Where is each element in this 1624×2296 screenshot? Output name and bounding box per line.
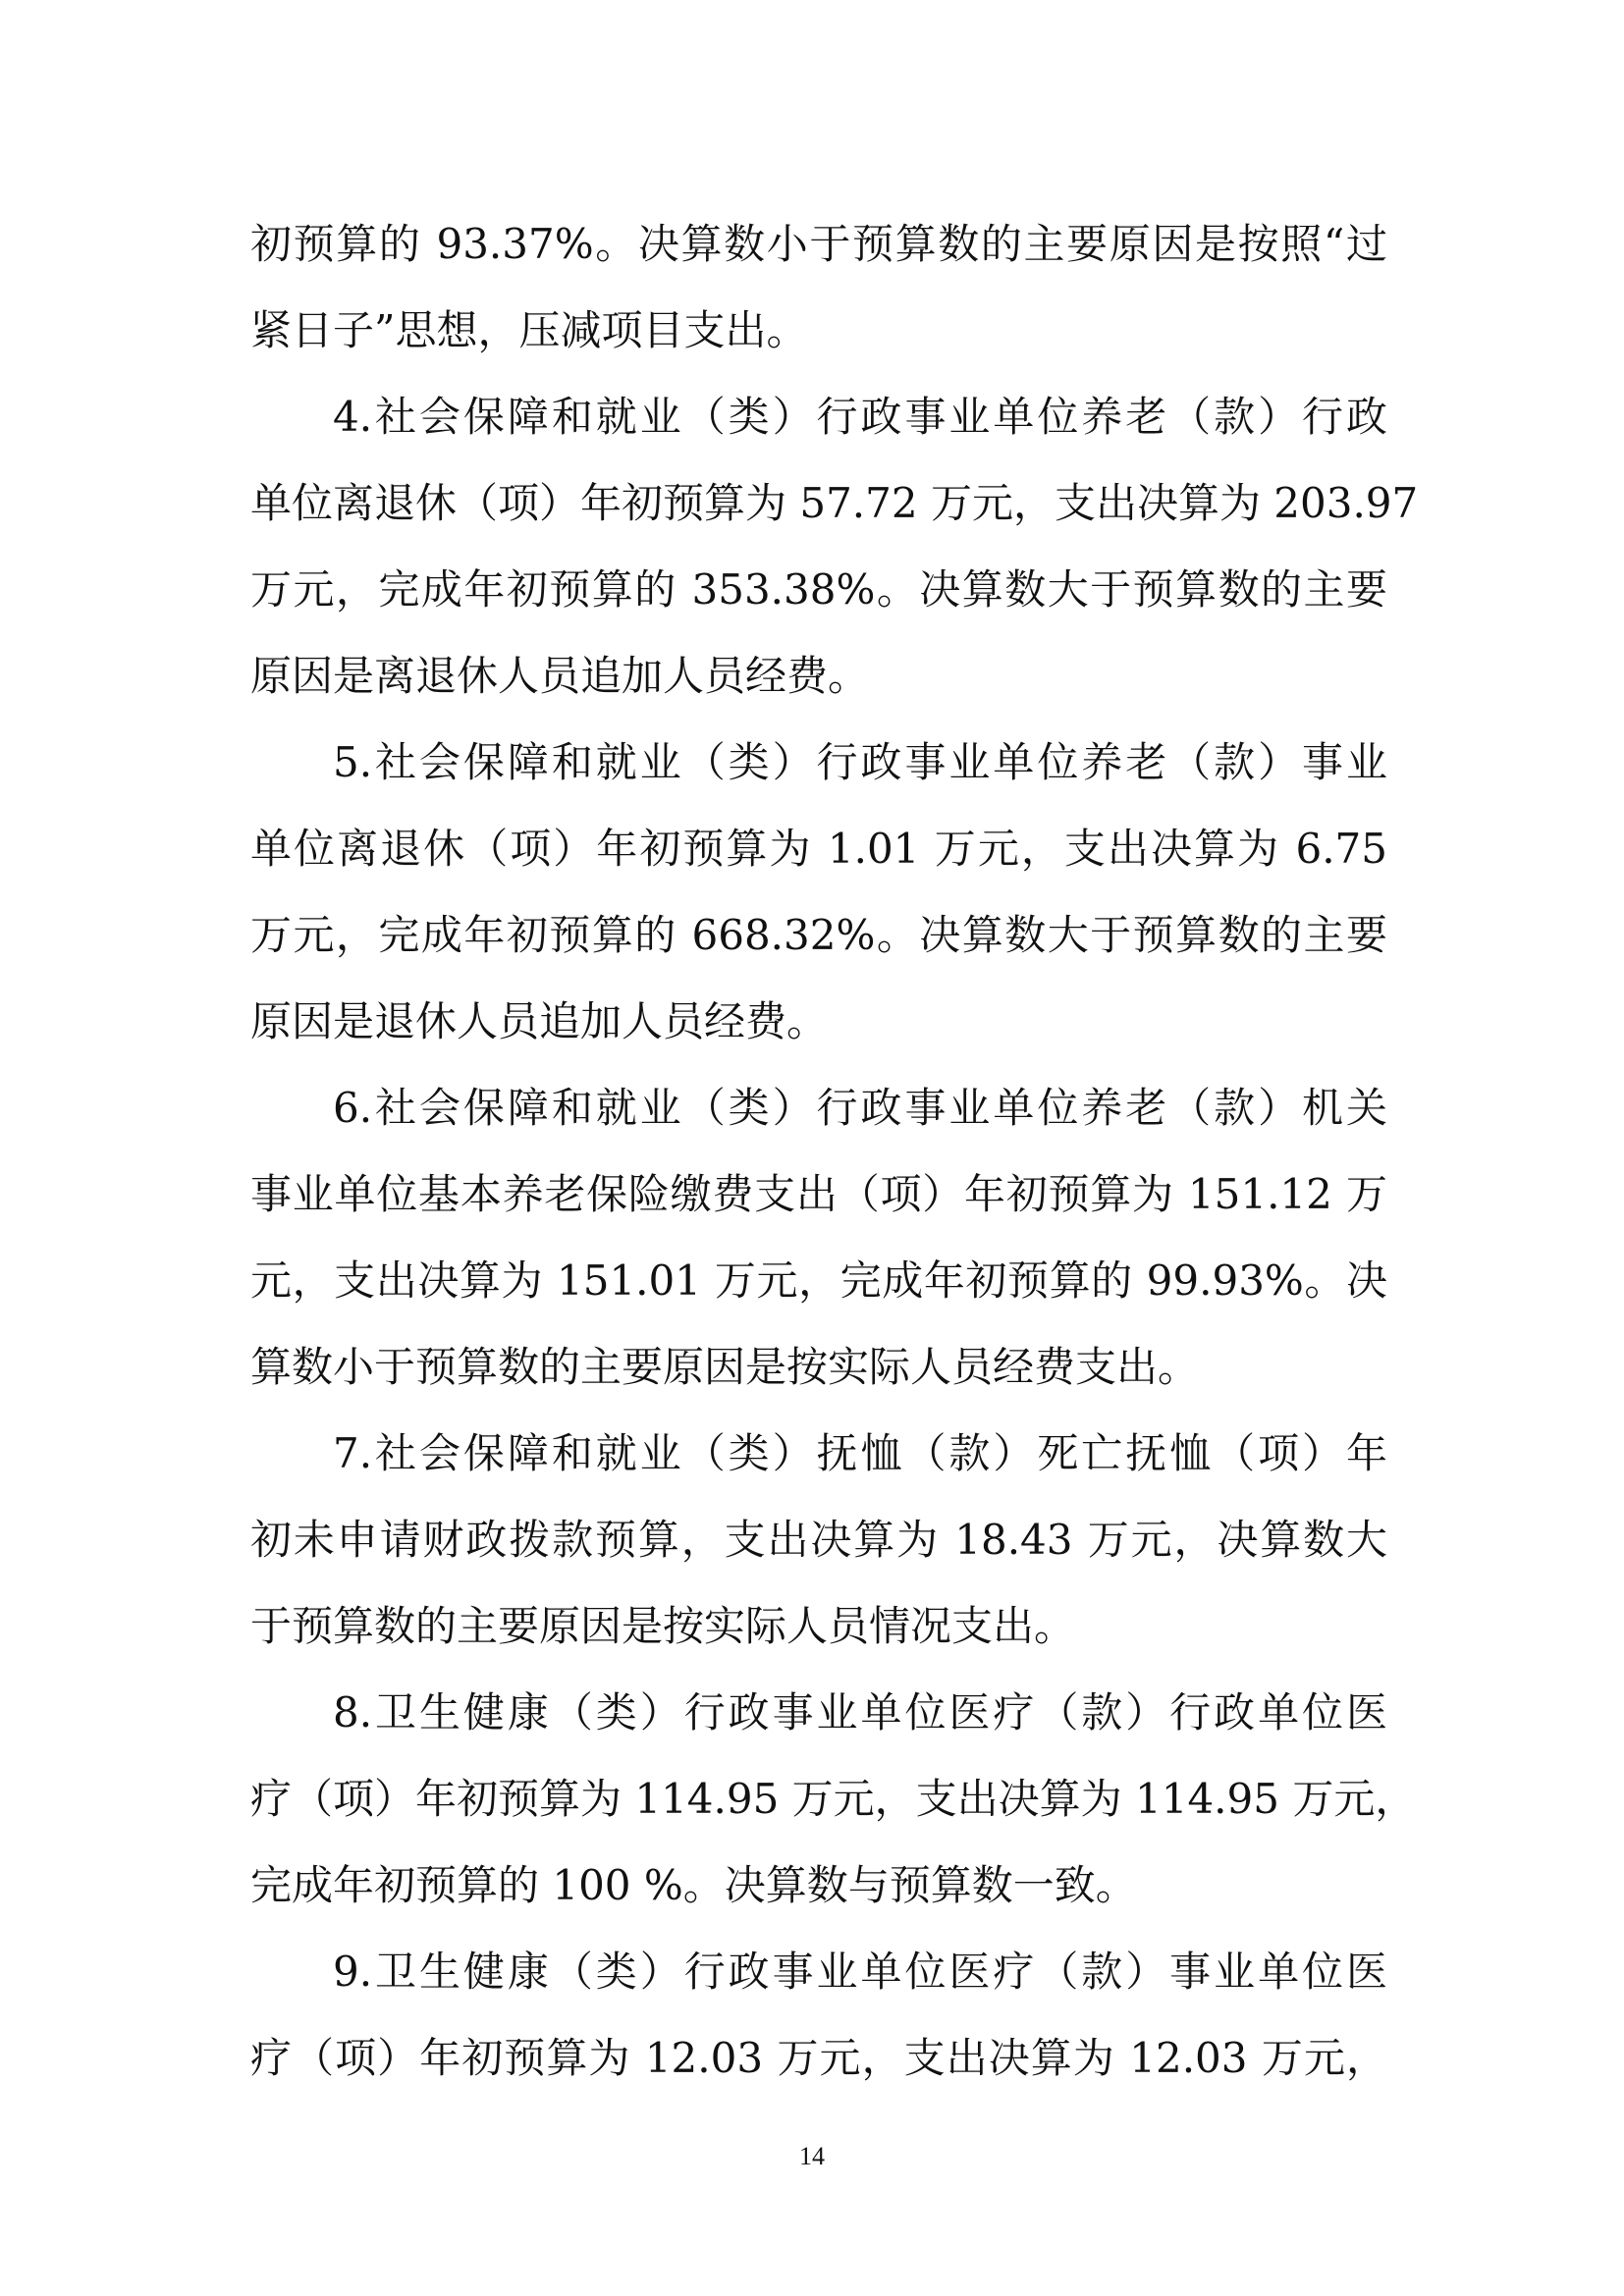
paragraph-start-line: 4.社会保障和就业（类）行政事业单位养老（款）行政 xyxy=(333,393,1387,441)
text-line: 原因是离退休人员追加人员经费。 xyxy=(250,652,870,700)
text-line: 于预算数的主要原因是按实际人员情况支出。 xyxy=(250,1602,1076,1650)
text-line: 单位离退休（项）年初预算为 57.72 万元，支出决算为 203.97 xyxy=(250,479,1419,527)
text-line: 紧日子”思想，压减项目支出。 xyxy=(250,306,808,354)
body-text xyxy=(250,201,1419,2102)
text-line: 万元，完成年初预算的 353.38%。决算数大于预算数的主要 xyxy=(250,565,1387,614)
text-line: 初未申请财政拨款预算，支出决算为 18.43 万元，决算数大 xyxy=(250,1516,1387,1564)
page-number: 14 xyxy=(799,2142,825,2170)
text-line: 原因是退休人员追加人员经费。 xyxy=(250,997,829,1045)
paragraph-start-line: 5.社会保障和就业（类）行政事业单位养老（款）事业 xyxy=(333,738,1387,786)
text-line: 万元，完成年初预算的 668.32%。决算数大于预算数的主要 xyxy=(250,911,1387,959)
text-line: 元，支出决算为 151.01 万元，完成年初预算的 99.93%。决 xyxy=(250,1256,1387,1305)
paragraph-start-line: 6.社会保障和就业（类）行政事业单位养老（款）机关 xyxy=(333,1084,1387,1132)
text-line: 完成年初预算的 100 %。决算数与预算数一致。 xyxy=(250,1861,1137,1909)
text-line: 疗（项）年初预算为 12.03 万元，支出决算为 12.03 万元， xyxy=(250,2034,1387,2082)
text-line: 疗（项）年初预算为 114.95 万元，支出决算为 114.95 万元， xyxy=(250,1775,1417,1823)
paragraph-start-line: 8.卫生健康（类）行政事业单位医疗（款）行政单位医 xyxy=(333,1688,1387,1736)
text-line: 事业单位基本养老保险缴费支出（项）年初预算为 151.12 万 xyxy=(250,1170,1387,1218)
paragraph-start-line: 9.卫生健康（类）行政事业单位医疗（款）事业单位医 xyxy=(333,1948,1387,1996)
text-line: 初预算的 93.37%。决算数小于预算数的主要原因是按照“过 xyxy=(250,220,1387,268)
text-line: 单位离退休（项）年初预算为 1.01 万元，支出决算为 6.75 xyxy=(250,825,1387,873)
paragraph-start-line: 7.社会保障和就业（类）抚恤（款）死亡抚恤（项）年 xyxy=(333,1429,1387,1477)
text-line: 算数小于预算数的主要原因是按实际人员经费支出。 xyxy=(250,1343,1200,1391)
